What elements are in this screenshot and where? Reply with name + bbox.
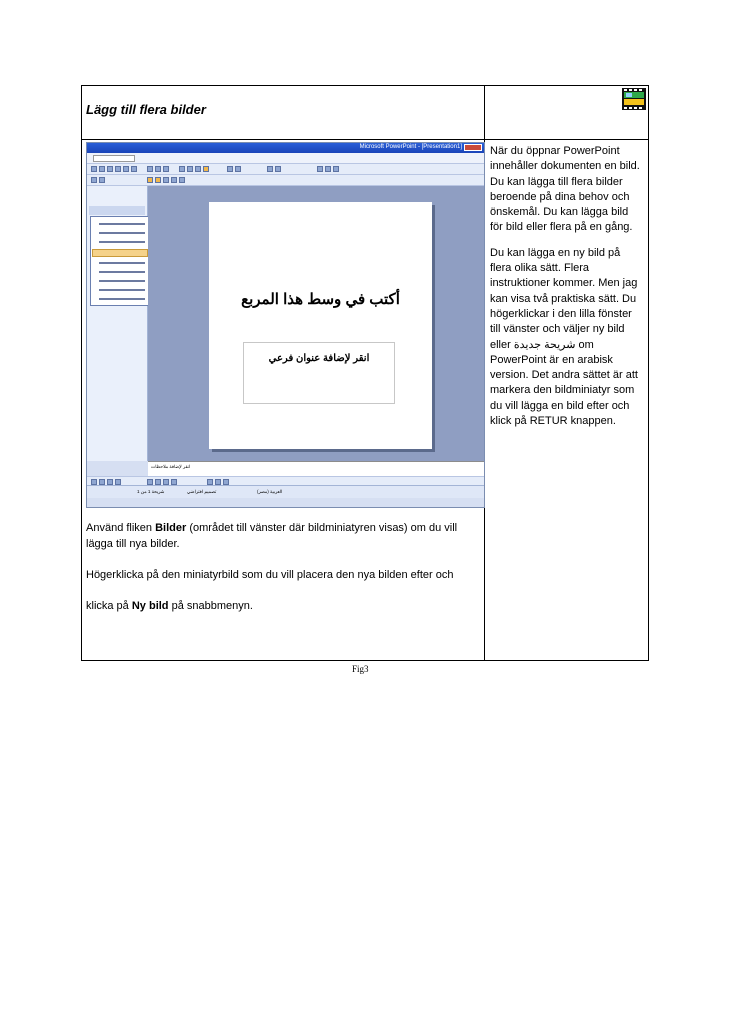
context-menu[interactable] <box>90 216 150 306</box>
menu-item[interactable] <box>99 298 145 300</box>
toolbar-icon <box>203 166 209 172</box>
text: (området till vänster där bildminiatyren visas) om du vill lägga till nya bilder. <box>86 522 458 550</box>
toolbar-icon <box>275 166 281 172</box>
toolbar-icon <box>333 166 339 172</box>
toolbar-icon <box>91 177 97 183</box>
notes-placeholder: انقر لإضافة ملاحظات <box>151 464 191 469</box>
toolbar-icon <box>179 166 185 172</box>
row-divider <box>82 139 648 140</box>
paragraph-new-slide <box>86 598 478 614</box>
toolbar-icon <box>99 177 105 183</box>
toolbar-icon <box>99 166 105 172</box>
menu-item[interactable] <box>99 232 145 234</box>
slide-canvas <box>148 186 484 461</box>
status-language: العربية (مصر) <box>257 489 283 494</box>
menu-item[interactable] <box>99 262 145 264</box>
window-controls <box>464 144 482 151</box>
window-titlebar <box>87 143 484 153</box>
toolbar-icon <box>179 177 185 183</box>
toolbar-icon <box>187 166 193 172</box>
subtitle-placeholder[interactable] <box>243 342 395 404</box>
paragraph-bilder-tab <box>86 520 478 552</box>
menu-item[interactable] <box>99 289 145 291</box>
notes-pane[interactable] <box>148 461 484 476</box>
pane-tabs[interactable] <box>89 206 145 215</box>
menu-item[interactable] <box>99 280 145 282</box>
toolbar-icon <box>195 166 201 172</box>
toolbar-icon <box>155 177 161 183</box>
window-caption: Microsoft PowerPoint - [Presentation1] <box>359 144 462 150</box>
right-explanation <box>490 144 640 439</box>
menu-item[interactable] <box>99 271 145 273</box>
standard-toolbar <box>87 164 484 175</box>
toolbar-icon <box>123 166 129 172</box>
paragraph-right-click: Högerklicka på den miniatyrbild som du vill placera den nya bilden efter och <box>86 569 454 581</box>
toolbar-icon <box>325 166 331 172</box>
page-title: Lägg till flera bilder <box>86 102 206 117</box>
menu-item-new-slide[interactable] <box>92 249 148 257</box>
toolbar-icon <box>163 166 169 172</box>
paragraph-intro: När du öppnar PowerPoint innehåller dokumenten en bild. Du kan lägga till flera bilder beroende på dina behov och önskemål. Du kan lägga bild för bild eller flera på en gång. <box>490 145 640 234</box>
slides-pane[interactable] <box>87 186 148 461</box>
powerpoint-screenshot <box>86 142 485 508</box>
toolbar-icon <box>267 166 273 172</box>
slide[interactable] <box>209 202 432 449</box>
status-design: تصميم افتراضي <box>187 489 217 494</box>
slide-title[interactable]: أكتب في وسط هذا المربع <box>241 291 400 308</box>
help-box <box>93 155 135 162</box>
formatting-toolbar <box>87 175 484 186</box>
toolbar-icon <box>317 166 323 172</box>
toolbar-icon <box>131 166 137 172</box>
paragraph-methods: Du kan lägga en ny bild på flera olika sätt. Flera instruktioner kommer. Men jag kan visa två praktiska sätt. Du högerklickar i den lilla fönster till vänster och väljer ny bild eller شريحة جديدة om PowerPoint är en arabisk version. Det andra sättet är att markera den bildminiatyr som du vill lägga en bild efter och klick på RETUR knappen. <box>490 246 638 428</box>
status-slide-count: شريحة 1 من 1 <box>137 489 165 494</box>
menu-item[interactable] <box>99 223 145 225</box>
menu-bar <box>87 153 484 164</box>
bold-text: Ny bild <box>131 600 169 612</box>
toolbar-icon <box>147 177 153 183</box>
text: Använd fliken <box>86 522 156 534</box>
content-table <box>81 85 649 661</box>
toolbar-icon <box>91 166 97 172</box>
slide-subtitle: انقر لإضافة عنوان فرعي <box>268 353 370 364</box>
menu-item[interactable] <box>99 241 145 243</box>
toolbar-icon <box>107 166 113 172</box>
status-bar <box>87 485 484 498</box>
bold-text: Bilder <box>155 522 187 534</box>
text: klicka på <box>86 600 132 612</box>
left-instructions <box>86 520 478 629</box>
toolbar-icon <box>163 177 169 183</box>
toolbar-icon <box>227 166 233 172</box>
toolbar-icon <box>235 166 241 172</box>
toolbar-icon <box>115 166 121 172</box>
toolbar-icon <box>147 166 153 172</box>
toolbar-icon <box>171 177 177 183</box>
text: på snabbmenyn. <box>168 600 253 612</box>
figure-caption: Fig3 <box>352 664 369 674</box>
film-strip-icon <box>622 88 646 110</box>
toolbar-icon <box>155 166 161 172</box>
